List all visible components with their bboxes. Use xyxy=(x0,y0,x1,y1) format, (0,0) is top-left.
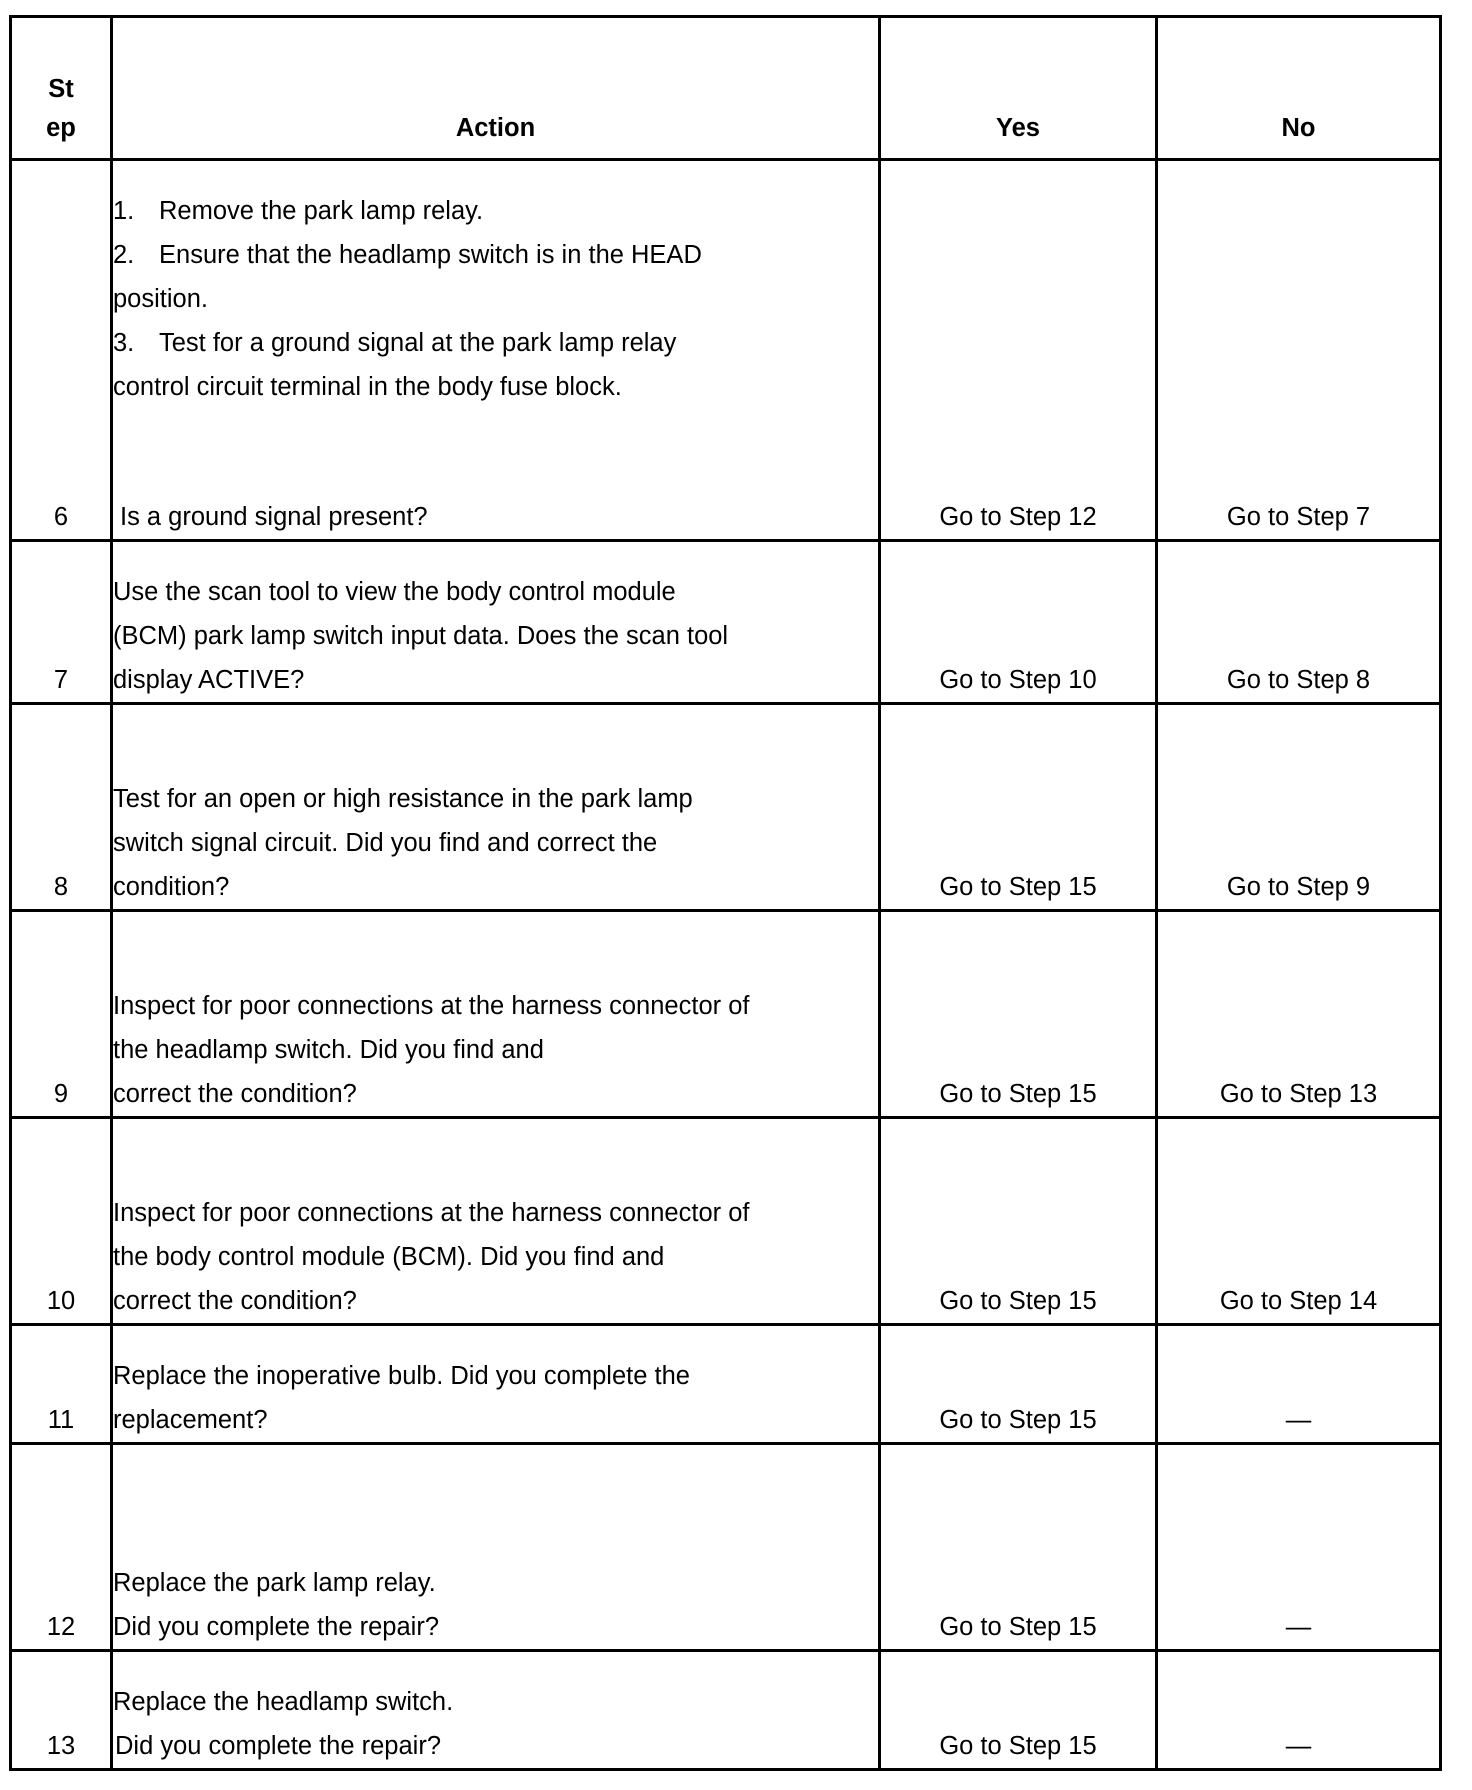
header-action: Action xyxy=(112,17,880,160)
table-header-row xyxy=(11,17,1441,160)
table-row xyxy=(11,1444,1441,1651)
no-result: — xyxy=(1157,1325,1441,1444)
action-line: Replace the inoperative bulb. Did you complete the xyxy=(113,1362,690,1390)
step-action xyxy=(112,704,880,911)
table-row xyxy=(11,1118,1441,1325)
action-line: (BCM) park lamp switch input data. Does the scan tool xyxy=(113,622,729,650)
action-line: Did you complete the repair? xyxy=(115,1732,442,1760)
yes-result: Go to Step 15 xyxy=(880,704,1157,911)
action-line: Inspect for poor connections at the harness connector of xyxy=(113,1199,750,1227)
yes-result: Go to Step 15 xyxy=(880,1651,1157,1770)
step-number: 9 xyxy=(11,911,112,1118)
no-result: Go to Step 13 xyxy=(1157,911,1441,1118)
table-row xyxy=(11,1651,1441,1770)
no-result: Go to Step 8 xyxy=(1157,541,1441,704)
table-row xyxy=(11,704,1441,911)
step-action xyxy=(112,1651,880,1770)
step-action xyxy=(112,911,880,1118)
action-line: the body control module (BCM). Did you find and xyxy=(113,1243,665,1271)
list-text: Test for a ground signal at the park lamp relay xyxy=(159,329,677,357)
action-line: Use the scan tool to view the body control module xyxy=(113,578,676,606)
header-step-line-1: St xyxy=(48,75,74,103)
action-line xyxy=(113,321,878,365)
yes-result: Go to Step 15 xyxy=(880,911,1157,1118)
action-line: condition? xyxy=(113,873,230,901)
action-question: Is a ground signal present? xyxy=(120,503,428,531)
list-text: Remove the park lamp relay. xyxy=(159,197,484,225)
list-number: 1. xyxy=(113,197,135,225)
step-number: 10 xyxy=(11,1118,112,1325)
action-line: Replace the park lamp relay. xyxy=(113,1569,436,1597)
list-text: Ensure that the headlamp switch is in the HEAD xyxy=(159,241,702,269)
action-line: Did you complete the repair? xyxy=(113,1613,440,1641)
yes-result: Go to Step 15 xyxy=(880,1325,1157,1444)
no-result: — xyxy=(1157,1651,1441,1770)
step-number: 7 xyxy=(11,541,112,704)
header-step-line-2: ep xyxy=(46,114,76,142)
no-result: Go to Step 9 xyxy=(1157,704,1441,911)
action-line: correct the condition? xyxy=(113,1287,357,1315)
action-line: switch signal circuit. Did you find and correct the xyxy=(113,829,658,857)
step-action xyxy=(112,1444,880,1651)
step-number: 8 xyxy=(11,704,112,911)
action-line: Test for an open or high resistance in the park lamp xyxy=(113,785,693,813)
list-number: 2. xyxy=(113,241,135,269)
action-line: Inspect for poor connections at the harness connector of xyxy=(113,992,750,1020)
step-number: 12 xyxy=(11,1444,112,1651)
step-number: 13 xyxy=(11,1651,112,1770)
no-result: — xyxy=(1157,1444,1441,1651)
step-action xyxy=(112,1325,880,1444)
diagnostic-table xyxy=(9,15,1442,1771)
action-line xyxy=(113,189,878,233)
action-line xyxy=(113,233,878,277)
yes-result: Go to Step 10 xyxy=(880,541,1157,704)
yes-result: Go to Step 12 xyxy=(880,160,1157,541)
action-line: correct the condition? xyxy=(113,1080,357,1108)
step-number: 6 xyxy=(11,160,112,541)
action-line: control circuit terminal in the body fuse block. xyxy=(113,373,622,401)
table-row xyxy=(11,160,1441,541)
no-result: Go to Step 14 xyxy=(1157,1118,1441,1325)
action-line: the headlamp switch. Did you find and xyxy=(113,1036,544,1064)
action-line: Replace the headlamp switch. xyxy=(113,1688,454,1716)
step-number: 11 xyxy=(11,1325,112,1444)
step-action xyxy=(112,160,880,541)
table-row xyxy=(11,541,1441,704)
list-number: 3. xyxy=(113,329,135,357)
action-spacer xyxy=(113,409,878,495)
header-yes: Yes xyxy=(880,17,1157,160)
header-no: No xyxy=(1157,17,1441,160)
action-line: position. xyxy=(113,285,208,313)
yes-result: Go to Step 15 xyxy=(880,1444,1157,1651)
step-action xyxy=(112,541,880,704)
no-result: Go to Step 7 xyxy=(1157,160,1441,541)
table-row xyxy=(11,1325,1441,1444)
step-action xyxy=(112,1118,880,1325)
yes-result: Go to Step 15 xyxy=(880,1118,1157,1325)
action-line: display ACTIVE? xyxy=(113,666,305,694)
table-row xyxy=(11,911,1441,1118)
header-step xyxy=(11,17,112,160)
action-line: replacement? xyxy=(113,1406,268,1434)
